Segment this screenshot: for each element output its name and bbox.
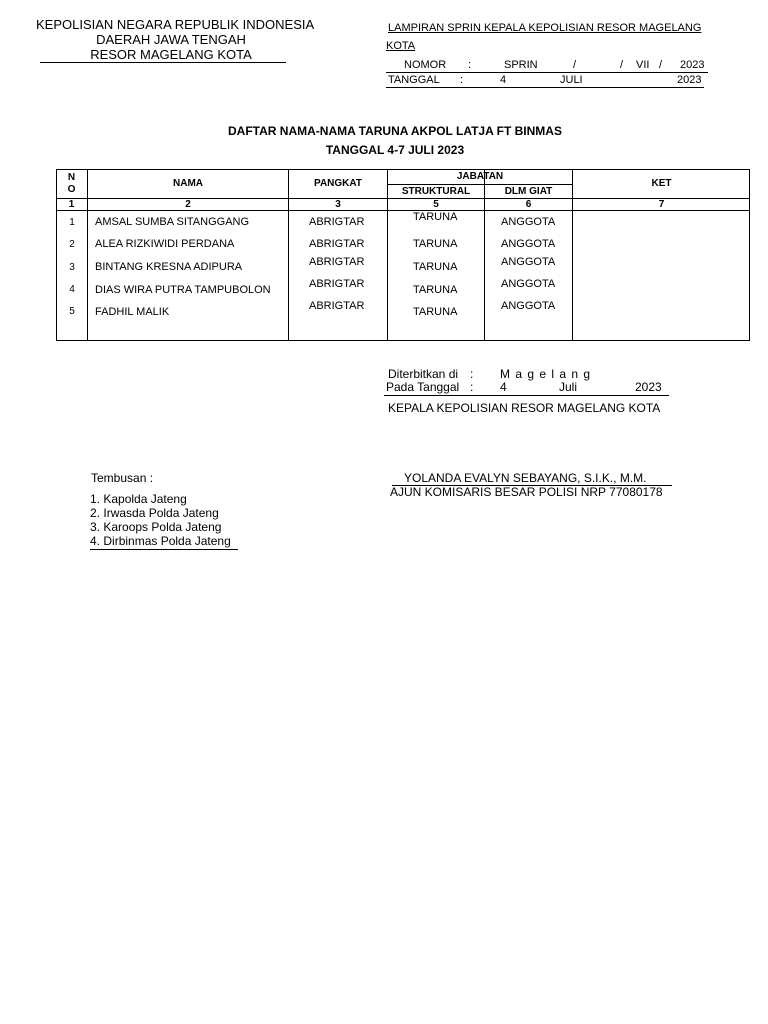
col-number: 3 (335, 199, 341, 210)
tembusan-item-num: 2. (90, 506, 101, 520)
pada-tanggal-colon: : (470, 380, 474, 394)
row-3-struktural: TARUNA (413, 261, 458, 273)
row-5-pangkat: ABRIGTAR (309, 300, 365, 312)
lampiran-line2: KOTA (386, 40, 416, 52)
row-1-dlm-giat: ANGGOTA (501, 216, 556, 228)
row-2-nama: ALEA RIZKIWIDI PERDANA (95, 238, 235, 250)
diterbitkan-value: M a g e l a n g (500, 367, 592, 381)
tembusan-item-4 (90, 534, 231, 548)
col-number: 5 (433, 199, 439, 210)
tembusan-item-text: Irwasda Polda Jateng (103, 506, 219, 520)
row-2-no: 2 (69, 239, 75, 250)
row-5-no: 5 (69, 306, 75, 317)
tembusan-item-2 (90, 506, 219, 520)
col-divider (87, 169, 88, 341)
row-1-no: 1 (69, 217, 75, 228)
tanggal-year: 2023 (677, 74, 702, 86)
nomor-slash1: / (573, 59, 577, 71)
col-divider (288, 169, 289, 341)
row-3-nama: BINTANG KRESNA ADIPURA (95, 261, 243, 273)
tembusan-item-num: 1. (90, 492, 101, 506)
nomor-label: NOMOR (404, 59, 447, 71)
tembusan-item-text: Kapolda Jateng (103, 492, 187, 506)
row-3-pangkat: ABRIGTAR (309, 256, 365, 268)
nomor-slash3: / (659, 59, 663, 71)
document-subtitle: TANGGAL 4-7 JULI 2023 (325, 143, 465, 157)
signatory-rank: AJUN KOMISARIS BESAR POLISI NRP 77080178 (390, 485, 663, 499)
lampiran-line1: LAMPIRAN SPRIN KEPALA KEPOLISIAN RESOR MAGELANG (388, 22, 702, 34)
header-nama: NAMA (173, 178, 203, 189)
pada-tanggal-month: Juli (559, 380, 578, 394)
row-4-no: 4 (69, 284, 75, 295)
number-row-divider (56, 210, 750, 211)
row-2-pangkat: ABRIGTAR (309, 238, 365, 250)
header-no-bottom: O (67, 184, 76, 195)
row-4-dlm-giat: ANGGOTA (501, 278, 556, 290)
tanggal-month: JULI (560, 74, 583, 86)
tanggal-colon: : (460, 74, 464, 86)
pada-tanggal-day: 4 (500, 380, 507, 394)
header-jabatan: JABATAN (456, 171, 504, 182)
jabatan-divider (387, 184, 573, 185)
document-title: DAFTAR NAMA-NAMA TARUNA AKPOL LATJA FT BINMAS (228, 124, 562, 138)
header-no (56, 172, 87, 196)
row-2-struktural: TARUNA (413, 238, 458, 250)
header-pangkat: PANGKAT (314, 178, 362, 189)
col-number: 1 (68, 199, 75, 210)
row-1-pangkat: ABRIGTAR (309, 216, 365, 228)
col-number: 6 (525, 199, 532, 210)
row-3-dlm-giat: ANGGOTA (501, 256, 556, 268)
row-4-struktural: TARUNA (413, 284, 458, 296)
row-4-pangkat: ABRIGTAR (309, 278, 365, 290)
header-struktural: STRUKTURAL (401, 186, 471, 197)
header-no-top: N (67, 172, 76, 183)
signatory-name: YOLANDA EVALYN SEBAYANG, S.I.K., M.M. (404, 471, 647, 485)
tembusan-item-text: Karoops Polda Jateng (103, 520, 222, 534)
nomor-year: 2023 (680, 59, 705, 71)
pada-tanggal-year: 2023 (635, 380, 662, 394)
row-2-dlm-giat: ANGGOTA (501, 238, 556, 250)
diterbitkan-colon: : (470, 367, 474, 381)
header-left-line2: DAERAH JAWA TENGAH (96, 32, 246, 47)
row-5-nama: FADHIL MALIK (95, 306, 170, 318)
tembusan-item-1 (90, 492, 187, 506)
header-left-underline (40, 62, 286, 63)
issuer-position: KEPALA KEPOLISIAN RESOR MAGELANG KOTA (388, 401, 661, 415)
tanggal-label: TANGGAL (388, 74, 440, 86)
tembusan-item-num: 3. (90, 520, 101, 534)
nomor-colon: : (468, 59, 472, 71)
tanggal-day: 4 (500, 74, 507, 86)
col-number: 2 (185, 199, 191, 210)
row-5-dlm-giat: ANGGOTA (501, 300, 556, 312)
tanggal-underline (386, 87, 704, 88)
diterbitkan-label: Diterbitkan di (388, 367, 459, 381)
header-left-line1: KEPOLISIAN NEGARA REPUBLIK INDONESIA (36, 17, 315, 32)
col-number: 7 (658, 199, 665, 210)
pada-tanggal-label: Pada Tanggal (386, 380, 460, 394)
nomor-underline (386, 72, 708, 73)
tembusan-item-num: 4. (90, 534, 101, 548)
nomor-month: VII (636, 59, 650, 71)
row-3-no: 3 (69, 262, 75, 273)
nomor-sprin: SPRIN (504, 59, 538, 71)
col-divider (572, 169, 573, 341)
header-left-line3: RESOR MAGELANG KOTA (90, 47, 252, 62)
row-1-struktural: TARUNA (413, 211, 458, 223)
tembusan-label: Tembusan : (91, 471, 154, 485)
tembusan-underline (90, 549, 238, 550)
row-1-nama: AMSAL SUMBA SITANGGANG (95, 216, 250, 228)
tembusan-item-text: Dirbinmas Polda Jateng (103, 534, 231, 548)
issued-underline (384, 395, 669, 396)
nomor-slash2: / (620, 59, 624, 71)
row-5-struktural: TARUNA (413, 306, 458, 318)
tembusan-item-3 (90, 520, 221, 534)
row-4-nama: DIAS WIRA PUTRA TAMPUBOLON (95, 284, 271, 296)
header-ket: KET (651, 178, 672, 189)
header-dlm-giat: DLM GIAT (504, 186, 553, 197)
